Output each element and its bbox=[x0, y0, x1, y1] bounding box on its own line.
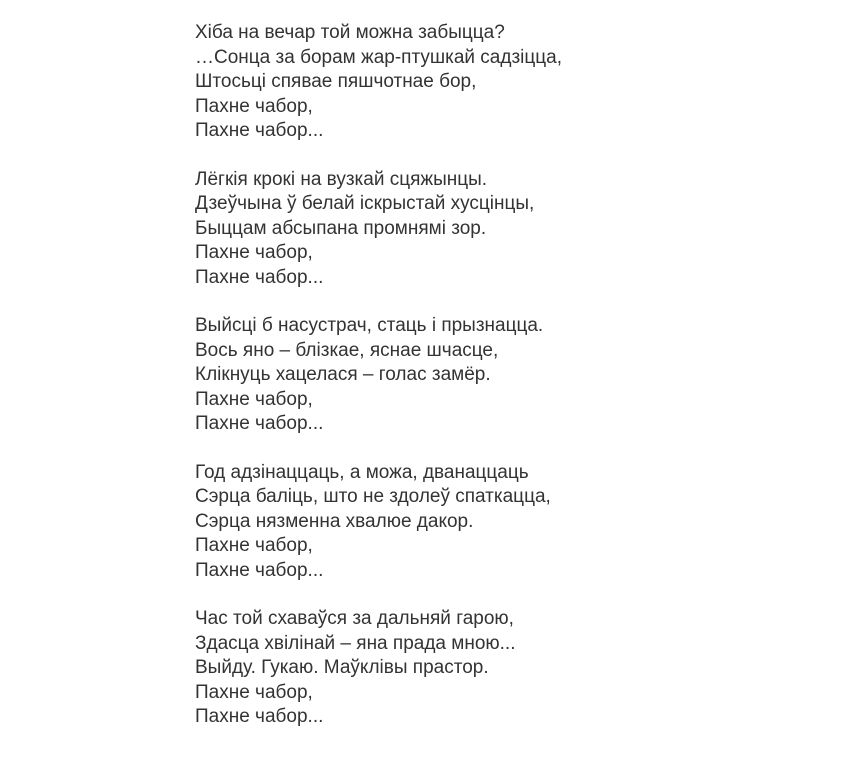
poem-line: Хіба на вечар той можна забыцца? bbox=[195, 22, 505, 43]
poem-line: Пахне чабор, bbox=[195, 535, 313, 556]
poem-line: Быццам абсыпана промнямі зор. bbox=[195, 217, 487, 239]
poem-line: Пахне чабор... bbox=[195, 559, 324, 581]
poem-line: …Сонца за борам жар-птушкай садзіцца, bbox=[195, 46, 562, 68]
poem-line: Лёгкія крокі на вузкай сцяжынцы. bbox=[195, 168, 488, 190]
stanza-3 bbox=[195, 314, 835, 437]
poem-line: Пахне чабор, bbox=[195, 388, 313, 410]
stanza-4 bbox=[195, 461, 835, 584]
poem-line: Пахне чабор, bbox=[195, 681, 313, 703]
stanza-5 bbox=[195, 607, 835, 730]
poem-line: Дзеўчына ў белай іскрыстай хусцінцы, bbox=[195, 193, 535, 214]
poem-text bbox=[195, 21, 835, 730]
poem-line: Сэрца баліць, што не здолеў спаткацца, bbox=[195, 486, 551, 507]
poem-line: Пахне чабор... bbox=[195, 120, 324, 141]
poem-line: Здасца хвілінай – яна прада мною... bbox=[195, 632, 516, 654]
poem-line: Выйсці б насустрач, стаць і прызнацца. bbox=[195, 315, 544, 336]
poem-line: Год адзінаццаць, а можа, дванаццаць bbox=[195, 461, 529, 483]
poem-line: Клікнуць хацелася – голас замёр. bbox=[195, 364, 491, 385]
poem-line: Пахне чабор... bbox=[195, 266, 324, 288]
poem-line: Пахне чабор... bbox=[195, 413, 324, 434]
poem-line: Вось яно – блізкае, яснае шчасце, bbox=[195, 339, 499, 361]
poem-line: Пахне чабор, bbox=[195, 242, 313, 263]
poem-line: Пахне чабор, bbox=[195, 95, 313, 117]
stanza-1 bbox=[195, 21, 835, 144]
stanza-2 bbox=[195, 168, 835, 291]
poem-line: Пахне чабор... bbox=[195, 706, 324, 727]
poem-line: Штосьці спявае пяшчотнае бор, bbox=[195, 71, 477, 92]
poem-line: Выйду. Гукаю. Маўклівы прастор. bbox=[195, 657, 489, 678]
poem-line: Час той схаваўся за дальняй гарою, bbox=[195, 608, 514, 629]
poem-line: Сэрца нязменна хвалюе дакор. bbox=[195, 510, 474, 532]
